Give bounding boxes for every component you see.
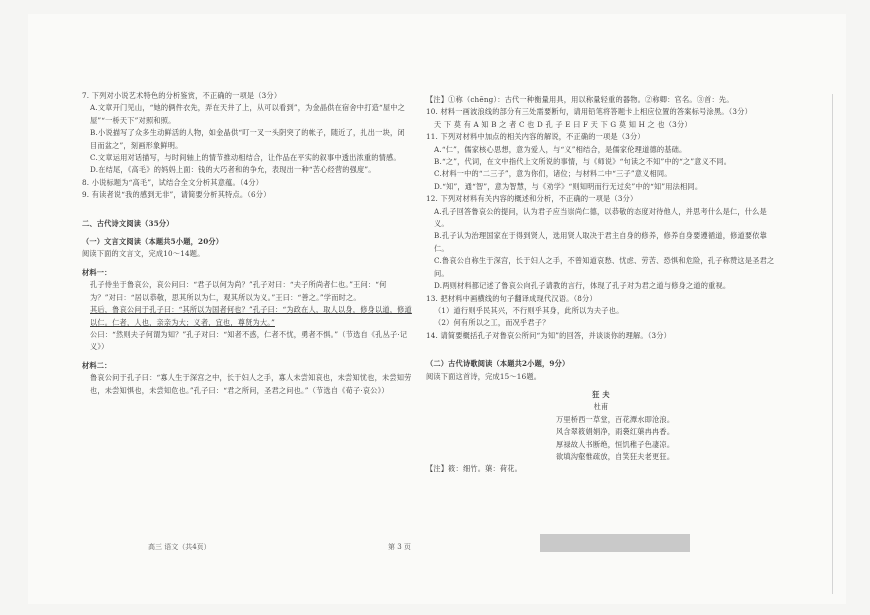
poetry-instruction: 阅读下面这首诗，完成15～16题。: [426, 371, 542, 381]
q12-option-c: C.鲁哀公自称生于深宫，长于妇人之手，不曾知道哀愁、忧虑、劳苦、恐惧和危险，孔子称赞这是圣君之问。: [434, 256, 775, 278]
material-two-label: 材料二：: [82, 360, 112, 370]
q10-sentence: 天 下 莫 有 A 知 B 之 者 C 也 D 孔 子 E 曰 F 天 下 G 莫 知 H 之 也（3分）: [434, 119, 692, 129]
q11-option-d: D.“知”，通“智”，意为智慧，与《劝学》“则知明而行无过矣”中的“知”用法相同。: [434, 181, 703, 191]
q8-stem: 8. 小说标题为“高毛”，试结合全文分析其意蕴。（4分）: [82, 177, 264, 187]
q10-stem: 10. 材料一画波浪线的部分有三处需要断句，请用铅笔将答题卡上相应位置的答案标号涂黑。（3分）: [426, 107, 752, 117]
q7-option-a: A.文章开门见山，“她的俩件衣先，弄在天井了上，从可以看到”，为金晶供在宿舍中打造“屋中之屋”“一桥天下”对照和照。: [90, 103, 406, 125]
q7-option-b: B.小说描写了众多生动鲜活的人物，如金晶供“叮一叉一头阴突了的帐子，随近了，扎出一块，闭目而盆之”，刻画形象鲜明。: [90, 128, 405, 150]
q12-option-b: B.孔子认为治理国家在于得到贤人，选用贤人取决于君主自身的修养，修养自身要遵循道，修道要依靠仁。: [434, 231, 768, 253]
q7-option-d: D.在结尾，《高毛》的妈妈上面：钱的大巧者和的争允，表现出一种“苦心经营的强度”。: [90, 165, 376, 175]
left-column: [82, 90, 412, 397]
poem-line-4: 欲填沟壑惟疏放，自笑狂夫老更狂。: [556, 451, 675, 461]
material-one-para-2: 其后，鲁哀公问于孔子曰：“其所以为国者何也？”孔子曰：“为政在人，取人以身，修身以道，修道以仁。仁者，人也，亲亲为大；义者，宜也，尊贤为大。”: [90, 305, 412, 327]
poem-line-2: 风含翠筱娟娟净，雨裛红蕖冉冉香。: [556, 427, 675, 437]
reading-instruction: 阅读下面的文言文，完成10～14题。: [82, 249, 205, 259]
poem-note: 【注】筱：细竹。蕖：荷花。: [426, 464, 523, 474]
footer-left: 高三 语文（共4页）: [148, 543, 211, 551]
material-two-para-1: 鲁哀公问于孔子曰：“寡人生于深宫之中，长于妇人之手，寡人未尝知哀也，未尝知忧也，未尝知劳也，未尝知惧也，未尝知危也。”孔子曰：“君之所问，圣君之问也。”（节选自《荀子·哀公》）: [90, 373, 412, 395]
material-one-para-1: 孔子侍坐于鲁哀公，哀公问曰：“君子以何为尚？”孔子对曰：“夫子所尚者仁也。”王问：“何为？”对曰：“居以恭敬，思其所以为仁，观其所以为义。”王曰：“善之。”学而时之。: [90, 280, 387, 302]
poem-author: 杜甫: [593, 402, 609, 412]
q7-option-c: C.文章运用对话描写，与时间轴上的情节推动相结合，让作品在平实的叙事中透出浓重的情感。: [90, 153, 401, 163]
footer-page-number: 第 3 页: [388, 543, 411, 551]
page-edge-line: [832, 94, 833, 594]
subsection-poetry: （二）古代诗歌阅读（本题共2小题，9分）: [426, 359, 570, 369]
q11-stem: 11. 下列对材料中加点的相关内容的解说，不正确的一项是（3分）: [426, 132, 645, 142]
material-one-label: 材料一：: [82, 267, 112, 277]
q11-option-a: A.“仁”，儒家核心思想，意为爱人，与“义”相结合，是儒家伦理道德的基础。: [434, 144, 687, 154]
poem-line-3: 厚禄故人书断绝，恒饥稚子色凄凉。: [556, 439, 675, 449]
q13-sentence-2: （2）何有所以之工，而况乎君子？: [434, 318, 550, 328]
q12-option-d: D.两则材料都记述了鲁哀公向孔子请教的言行，体现了孔子对为君之道与修身之道的重视。: [434, 281, 731, 291]
q12-stem: 12. 下列对材料有关内容的概述和分析，不正确的一项是（3分）: [426, 194, 638, 204]
q13-sentence-1: （1）道行则乎民其兴，不行则乎其身，此所以为夫子也。: [434, 305, 624, 315]
q12-option-a: A.孔子回答鲁哀公的提问，认为君子应当崇尚仁德，以恭敬的态度对待他人，并思考什么是仁，什么是义。: [434, 206, 767, 229]
section-classical-title: 二、古代诗文阅读（35分）: [82, 218, 174, 228]
q7-stem: 7. 下列对小说艺术特色的分析鉴赏，不正确的一项是（3分）: [82, 91, 282, 100]
redaction-box: [540, 534, 690, 552]
right-column: [426, 94, 776, 476]
q11-option-c: C.材料一中的“二三子”，意为你们，诸位；与材料二中“三子”意义相同。: [434, 169, 672, 179]
q9-stem: 9. 有读者说“我的感到无非”，请简要分析其特点。（6分）: [82, 190, 271, 200]
subsection-classical-prose: （一）文言文阅读（本题共5小题，20分）: [82, 237, 224, 247]
exam-sheet: [28, 14, 846, 604]
q11-option-b: B.“之”，代词，在文中指代上文所说的事情，与《师说》“句读之不知”中的“之”意义不同。: [434, 157, 732, 167]
poem-title: 狂 夫: [592, 389, 610, 399]
poem-line-1: 万里桥西一草堂，百花潭水即沧浪。: [556, 414, 675, 424]
q13-stem: 13. 把材料中画横线的句子翻译成现代汉语。（8分）: [426, 293, 597, 303]
note-block: 【注】①称（chēng）：古代一种衡量用具，用以称量轻重的器物。②称卿：官名。③首：先。: [426, 95, 734, 104]
material-one-para-3: 公曰：“然则夫子何谓为知？”孔子对曰：“知者不惑，仁者不忧，勇者不惧。”（节选自《孔丛子·记义》）: [90, 329, 408, 352]
q14-stem: 14. 请简要概括孔子对鲁哀公所问“为知”的回答，并谈谈你的理解。（3分）: [426, 330, 672, 340]
